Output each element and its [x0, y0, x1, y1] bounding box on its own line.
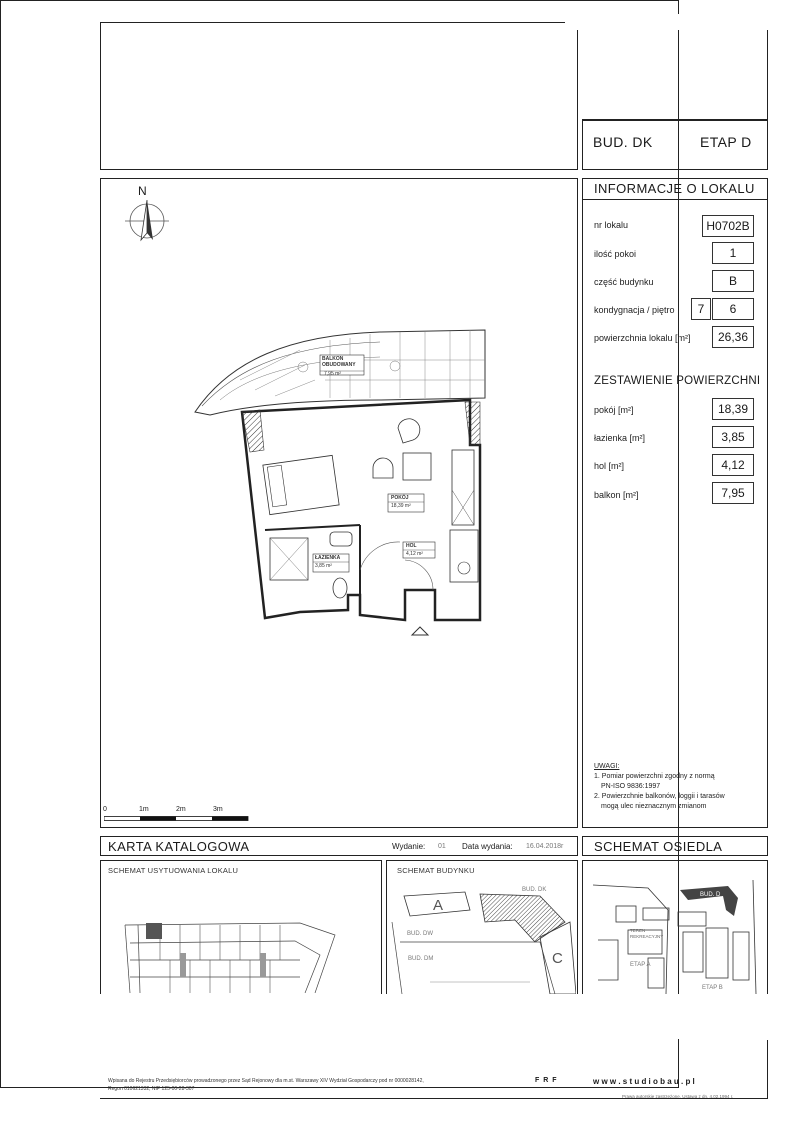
- notes-line: mogą ulec nieznacznym zmianom: [601, 803, 707, 810]
- date-label: Data wydania:: [462, 842, 513, 851]
- building-code: BUD. DK: [593, 134, 653, 150]
- room-name: POKÓJ: [391, 495, 409, 501]
- location-schema-title: SCHEMAT USYTUOWANIA LOKALU: [108, 866, 239, 875]
- building-schema-title: SCHEMAT BUDYNKU: [397, 866, 475, 875]
- info-label-building-part: część budynku: [594, 277, 654, 287]
- footer-logo: F R F: [535, 1077, 558, 1084]
- summary-label-bath: łazienka [m²]: [594, 433, 646, 443]
- info-title: INFORMACJE O LOKALU: [594, 181, 755, 196]
- bath-area: 3,85 m²: [315, 563, 332, 569]
- estate-label-d: BUD. D: [700, 892, 721, 898]
- stage-label: ETAP D: [700, 134, 752, 150]
- info-title-underline: [582, 199, 768, 200]
- info-value-rooms: 1: [712, 242, 754, 264]
- balcony-name: BALKON OBUDOWANY: [322, 356, 356, 368]
- edition-value: 01: [438, 843, 446, 850]
- estate-label-stage-a: ETAP A: [630, 962, 651, 968]
- hall-area: 4,12 m²: [406, 551, 423, 557]
- footer-box: [100, 1040, 768, 1099]
- notes-line: PN-ISO 9836:1997: [601, 783, 661, 790]
- summary-value-bath: 3,85: [712, 426, 754, 448]
- bath-name: ŁAZIENKA: [315, 555, 341, 561]
- hall-name: HOL: [406, 543, 417, 549]
- balcony-area: 7,95 m²: [324, 371, 341, 377]
- summary-value-room: 18,39: [712, 398, 754, 420]
- summary-label-room: pokój [m²]: [594, 405, 634, 415]
- building-label-dk: BUD. DK: [522, 887, 547, 893]
- building-label-c: C: [552, 950, 563, 967]
- notes: [594, 762, 766, 812]
- header-logo-box: [582, 22, 768, 120]
- date-value: 16.04.2018r: [526, 843, 564, 850]
- info-value-floor: 6: [712, 298, 754, 320]
- summary-label-balcony: balkon [m²]: [594, 490, 639, 500]
- footer-website[interactable]: w w w . s t u d i o b a u . p l: [593, 1077, 695, 1086]
- estate-title: SCHEMAT OSIEDLA: [594, 839, 723, 854]
- estate-label-recreation: TEREN REKREACYJNY: [630, 928, 664, 939]
- summary-value-balcony: 7,95: [712, 482, 754, 504]
- building-schema-drawing: [390, 882, 576, 994]
- location-schema-drawing: [120, 915, 340, 993]
- scale-bar: [104, 816, 254, 822]
- notes-line: 2. Powierzchnie balkonów, loggii i tarasów: [594, 793, 725, 800]
- notes-line: 1. Pomiar powierzchni zgodny z normą: [594, 773, 715, 780]
- info-value-unit-number: H0702B: [702, 215, 754, 237]
- notes-title: UWAGI:: [594, 763, 620, 770]
- room-area: 18,39 m²: [391, 503, 411, 509]
- footer-copyright: Prawa autorskie zastrzeżone. Ustawa z dn. 4.02.1994 r.: [622, 1094, 734, 1099]
- edition-label: Wydanie:: [392, 842, 426, 851]
- building-label-dm: BUD. DM: [408, 956, 434, 962]
- blank-strip: [90, 994, 780, 1039]
- building-label-a: A: [433, 897, 444, 914]
- footer-registry: Wpisana do Rejestru Przedsiębiorców prowadzonego przez Sąd Rejonowy dla m.st. Warszawy XIV Wydział Gospodarczy pod nr 0000028142,: [108, 1078, 424, 1084]
- info-value-building-part: B: [712, 270, 754, 292]
- info-label-rooms: ilość pokoi: [594, 249, 637, 259]
- header-white-patch: [565, 14, 770, 30]
- info-value-storey: 7: [691, 298, 711, 320]
- estate-schema-drawing: [588, 880, 764, 994]
- info-value-area: 26,36: [712, 326, 754, 348]
- scale-label-3: 3m: [213, 806, 223, 813]
- floor-plan: [180, 320, 490, 640]
- estate-label-stage-b: ETAP B: [702, 985, 723, 991]
- footer-regon: Regon 010621332, NIP 125-00-28-307: [108, 1086, 195, 1092]
- scale-label-0: 0: [103, 806, 107, 813]
- north-label: N: [138, 184, 147, 198]
- catalog-title: KARTA KATALOGOWA: [108, 839, 250, 854]
- scale-label-1: 1m: [139, 806, 149, 813]
- info-label-area: powierzchnia lokalu [m²]: [594, 333, 691, 343]
- building-label-dw: BUD. DW: [407, 931, 433, 937]
- summary-value-hall: 4,12: [712, 454, 754, 476]
- summary-title: ZESTAWIENIE POWIERZCHNI: [594, 375, 761, 387]
- compass-icon: [124, 198, 170, 244]
- info-label-floor: kondygnacja / piętro: [594, 305, 675, 315]
- header-blank-box: [100, 22, 578, 170]
- info-label-unit-number: nr lokalu: [594, 220, 629, 230]
- summary-label-hall: hol [m²]: [594, 461, 625, 471]
- scale-label-2: 2m: [176, 806, 186, 813]
